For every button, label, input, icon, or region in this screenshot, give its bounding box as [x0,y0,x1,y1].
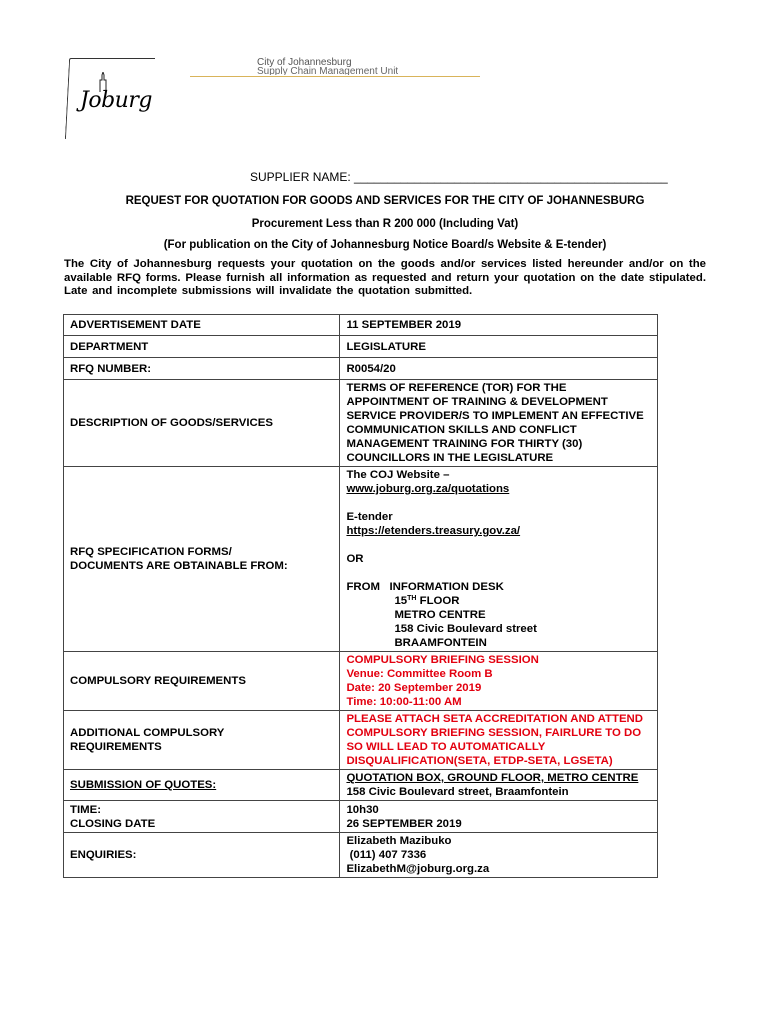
description-label: DESCRIPTION OF GOODS/SERVICES [64,380,340,467]
compulsory-value [340,652,658,711]
department-value: LEGISLATURE [340,336,658,358]
etender-link[interactable]: https://etenders.treasury.gov.za/ [346,525,521,537]
or-separator: OR [346,553,364,565]
closing-label: TIME: CLOSING DATE [64,801,340,833]
floor-line: 15TH FLOOR [394,595,460,607]
header-rule [190,76,480,77]
rfq-number-label: RFQ NUMBER: [64,358,340,380]
etender-label: E-tender [346,511,393,523]
briefing-venue: Venue: Committee Room B [346,668,493,680]
rfq-number-value: R0054/20 [340,358,658,380]
specification-label [64,467,340,652]
information-desk: INFORMATION DESK [389,581,504,593]
street-address: 158 Civic Boulevard street [394,623,537,635]
contact-name: Elizabeth Mazibuko [346,835,452,847]
website-label: The COJ Website – [346,469,450,481]
supplier-name-field: SUPPLIER NAME: _______________________________________________ [250,170,668,184]
contact-email[interactable]: ElizabethM@joburg.org.za [346,863,490,875]
advertisement-date-value: 11 SEPTEMBER 2019 [340,315,658,336]
table-row [64,711,658,770]
rfq-table [63,314,658,878]
table-row [64,770,658,801]
submission-value [340,770,658,801]
closing-time: 10h30 [346,803,379,816]
submission-address: 158 Civic Boulevard street, Braamfontein [346,786,569,798]
table-row [64,801,658,833]
enquiries-label: ENQUIRIES: [64,833,340,878]
description-value: TERMS OF REFERENCE (TOR) FOR THE APPOINTMENT OF TRAINING & DEVELOPMENT SERVICE PROVIDER/S TO IMPLEMENT AN EFFECTIVE COMMUNICATION SKILLS AND CONFLICT MANAGEMENT TRAINING FOR THIRTY (30) COUNCILLORS IN THE LEGISLATURE [340,380,658,467]
joburg-logo: Joburg [80,88,152,113]
compulsory-label: COMPULSORY REQUIREMENTS [64,652,340,711]
org-unit: Supply Chain Management Unit [257,66,399,75]
submission-location: QUOTATION BOX, GROUND FLOOR, METRO CENTRE [346,772,639,784]
specification-value [340,467,658,652]
specification-label-line1: RFQ SPECIFICATION FORMS/ [70,546,232,558]
closing-value [340,801,658,833]
website-link[interactable]: www.joburg.org.za/quotations [346,483,510,495]
document-title: REQUEST FOR QUOTATION FOR GOODS AND SERVICES FOR THE CITY OF JOHANNESBURG [125,195,645,207]
briefing-time: Time: 10:00-11:00 AM [346,696,462,708]
enquiries-value [340,833,658,878]
table-row [64,833,658,878]
additional-label: ADDITIONAL COMPULSORY REQUIREMENTS [64,711,340,770]
table-row [64,315,658,336]
closing-date: 26 SEPTEMBER 2019 [346,817,462,830]
department-label: DEPARTMENT [64,336,340,358]
contact-phone: (011) 407 7336 [346,849,427,861]
org-name: City of Johannesburg [257,57,352,68]
additional-value: PLEASE ATTACH SETA ACCREDITATION AND ATTEND COMPULSORY BRIEFING SESSION, FAIRLURE TO DO SO WILL LEAD TO AUTOMATICALLY DISQUALIFICATION(SETA, ETDP-SETA, LGSETA) [340,711,658,770]
intro-paragraph: The City of Johannesburg requests your quotation on the goods and/or services listed hereunder and/or on the available RFQ forms. Please furnish all information as requested and return your quotation on the date stipulated. Late and incomplete submissions will invalidate the quotation submitted. [64,258,706,297]
from-label: FROM [346,581,380,593]
table-row [64,467,658,652]
procurement-limit: Procurement Less than R 200 000 (Including Vat) [251,218,519,230]
letterhead [0,0,770,150]
briefing-date: Date: 20 September 2019 [346,682,482,694]
submission-label: SUBMISSION OF QUOTES: [64,770,340,801]
specification-label-line2: DOCUMENTS ARE OBTAINABLE FROM: [70,560,288,572]
table-row [64,358,658,380]
area-name: BRAAMFONTEIN [394,637,487,649]
publication-note: (For publication on the City of Johannesburg Notice Board/s Website & E-tender) [163,239,607,251]
table-row [64,336,658,358]
table-row [64,380,658,467]
advertisement-date-label: ADVERTISEMENT DATE [64,315,340,336]
table-row [64,652,658,711]
building-name: METRO CENTRE [394,609,486,621]
briefing-session: COMPULSORY BRIEFING SESSION [346,654,539,666]
